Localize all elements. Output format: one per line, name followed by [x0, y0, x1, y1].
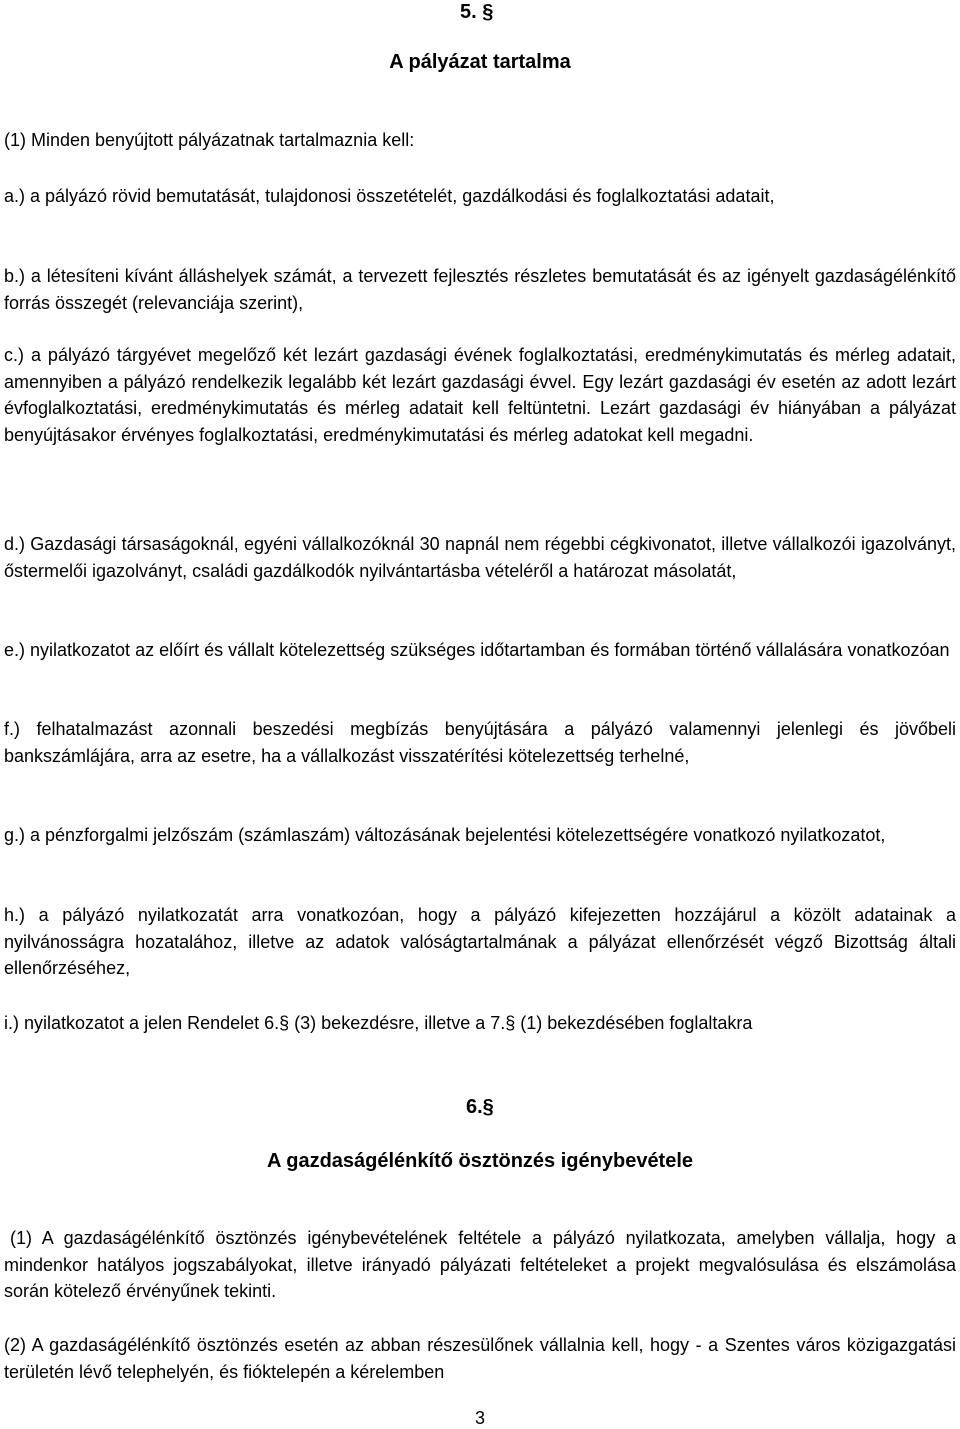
section-5-title: A pályázat tartalma — [389, 51, 571, 73]
item-g: g.) a pénzforgalmi jelzőszám (számlaszám) változásának bejelentési kötelezettségére vonatkozó nyilatkozatot, — [4, 825, 886, 845]
item-d: d.) Gazdasági társaságoknál, egyéni vállalkozóknál 30 napnál nem régebbi cégkivonatot, illetve vállalkozói igazolványt, őstermelői igazolványt, családi gazdálkodók nyilvántartásba vételéről a határozat másolatát, — [4, 534, 956, 581]
section-6-paragraph-1: (1) A gazdaságélénkítő ösztönzés igénybevételének feltétele a pályázó nyilatkozata, amelyben vállalja, hogy a mindenkor hatályos jogszabályokat, illetve irányadó pályázati feltételeket a projekt megvalósulása és elszámolása során kötelező érvényűnek tekinti. — [4, 1228, 956, 1301]
section-5-intro: (1) Minden benyújtott pályázatnak tartalmaznia kell: — [4, 130, 415, 150]
section-6-number: 6.§ — [466, 1096, 494, 1118]
item-h: h.) a pályázó nyilatkozatát arra vonatkozóan, hogy a pályázó kifejezetten hozzájárul a közölt adatainak a nyilvánosságra hozatalához, illetve az adatok valóságtartalmának a pályázat ellenőrzését végző Bizottság általi ellenőrzéséhez, — [4, 905, 956, 978]
page-number: 3 — [474, 1408, 485, 1428]
item-f: f.) felhatalmazást azonnali beszedési megbízás benyújtására a pályázó valamennyi jelenlegi és jövőbeli bankszámlájára, arra az esetre, ha a vállalkozást visszatérítési kötelezettség terhelné, — [4, 719, 956, 766]
item-e: e.) nyilatkozatot az előírt és vállalt kötelezettség szükséges időtartamban és formában történő vállalására vonatkozóan — [4, 640, 950, 660]
item-a: a.) a pályázó rövid bemutatását, tulajdonosi összetételét, gazdálkodási és foglalkoztatási adatait, — [4, 186, 775, 206]
item-c: c.) a pályázó tárgyévet megelőző két lezárt gazdasági évének foglalkoztatási, eredménykimutatás és mérleg adatait, amennyiben a pályázó rendelkezik legalább két lezárt gazdasági évvel. Egy lezárt gazdasági év esetén az adott lezárt évfoglalkoztatási, eredménykimutatás és mérleg adatait kell feltüntetni. Lezárt gazdasági év hiányában a pályázat benyújtásakor érvényes foglalkoztatási, eredménykimutatási és mérleg adatokat kell megadni. — [4, 345, 956, 445]
section-6-paragraph-2: (2) A gazdaságélénkítő ösztönzés esetén az abban részesülőnek vállalnia kell, hogy - a Szentes város közigazgatási területén lévő telephelyén, és fióktelepén a kérelemben — [4, 1335, 956, 1382]
item-i: i.) nyilatkozatot a jelen Rendelet 6.§ (3) bekezdésre, illetve a 7.§ (1) bekezdésében foglaltakra — [4, 1013, 753, 1033]
section-6-title: A gazdaságélénkítő ösztönzés igénybevétele — [266, 1150, 694, 1172]
section-5-number: 5. § — [460, 1, 494, 23]
item-b: b.) a létesíteni kívánt álláshelyek számát, a tervezett fejlesztés részletes bemutatását és az igényelt gazdaságélénkítő forrás összegét (relevanciája szerint), — [4, 266, 956, 313]
